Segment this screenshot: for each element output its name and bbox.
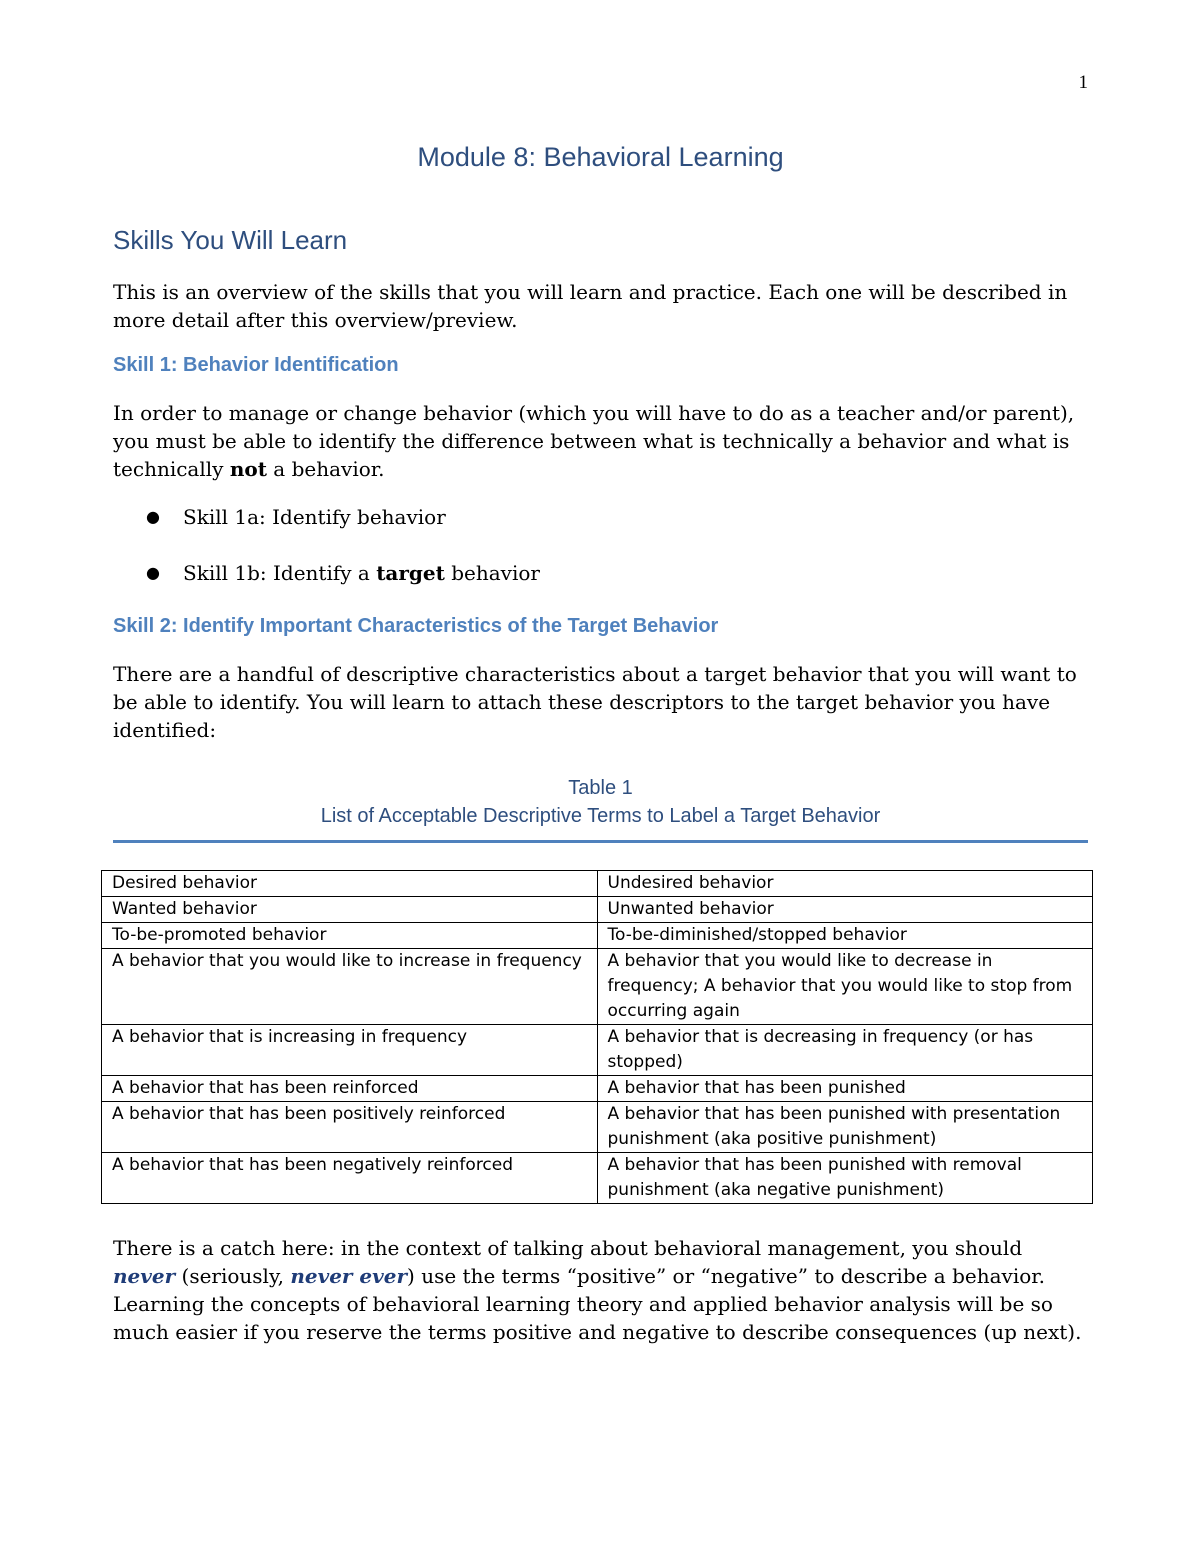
bullet-icon: ● — [146, 563, 160, 582]
skill2-heading: Skill 2: Identify Important Characteristics of the Target Behavior — [113, 615, 719, 637]
table-number: Table 1 — [568, 777, 633, 799]
table-cell: To-be-promoted behavior — [102, 923, 598, 949]
skill1-text-after: a behavior. — [266, 457, 385, 481]
table-cell: A behavior that has been positively reinforced — [102, 1102, 598, 1153]
skill1-text-bold: not — [229, 457, 267, 481]
document-title: Module 8: Behavioral Learning — [417, 142, 784, 172]
emphasis-never-ever: never ever — [290, 1264, 408, 1288]
skill2-paragraph: There are a handful of descriptive characteristics about a target behavior that you will want to be able to identify. You will learn to attach these descriptors to the target behavior you have identified: — [113, 662, 1077, 742]
table-row — [102, 871, 1093, 897]
emphasis-never: never — [113, 1264, 176, 1288]
list-item — [113, 559, 1088, 587]
table-cell: A behavior that is increasing in frequency — [102, 1025, 598, 1076]
skill1-heading: Skill 1: Behavior Identification — [113, 354, 399, 376]
table-caption — [113, 774, 1088, 830]
table-cell: A behavior that is decreasing in frequency (or has stopped) — [597, 1025, 1093, 1076]
descriptive-terms-table — [101, 870, 1093, 1204]
table-cell: A behavior that you would like to decrease in frequency; A behavior that you would like to stop from occurring again — [597, 949, 1093, 1025]
caption-divider — [113, 840, 1088, 843]
skill1b-label-after: behavior — [444, 561, 540, 585]
intro-paragraph: This is an overview of the skills that you will learn and practice. Each one will be described in more detail after this overview/preview. — [113, 280, 1068, 332]
table-row — [102, 949, 1093, 1025]
table-cell: A behavior that has been punished — [597, 1076, 1093, 1102]
table-cell: A behavior that has been reinforced — [102, 1076, 598, 1102]
bullet-icon: ● — [146, 507, 160, 526]
table-cell: A behavior that has been punished with removal punishment (aka negative punishment) — [597, 1153, 1093, 1204]
list-item — [113, 503, 1088, 531]
section-heading: Skills You Will Learn — [113, 225, 348, 255]
table-title: List of Acceptable Descriptive Terms to Label a Target Behavior — [320, 805, 881, 827]
table-cell: Wanted behavior — [102, 897, 598, 923]
skill1b-label-before: Skill 1b: Identify a — [183, 561, 377, 585]
table-cell: Undesired behavior — [597, 871, 1093, 897]
page-number: 1 — [1078, 72, 1088, 93]
table-row — [102, 1153, 1093, 1204]
table-cell: Desired behavior — [102, 871, 598, 897]
closing-part2: (seriously, — [175, 1264, 291, 1288]
table-row — [102, 1025, 1093, 1076]
closing-paragraph — [113, 1234, 1088, 1346]
table-row — [102, 897, 1093, 923]
table-row — [102, 923, 1093, 949]
skill1-text-before: In order to manage or change behavior (which you will have to do as a teacher and/or parent), you must be able to identify the difference between what is technically a behavior and what is technically — [113, 401, 1075, 481]
closing-part3: ) use the terms “positive” or “negative” to describe a behavior. Learning the concepts of behavioral learning theory and applied behavior analysis will be so much easier if you reserve the terms positive and negative to describe consequences (up next). — [113, 1264, 1082, 1344]
skill1a-label: Skill 1a: Identify behavior — [183, 505, 446, 529]
table-cell: To-be-diminished/stopped behavior — [597, 923, 1093, 949]
table-cell: A behavior that has been punished with presentation punishment (aka positive punishment) — [597, 1102, 1093, 1153]
document-body — [113, 142, 1088, 1366]
skill1-list — [113, 503, 1088, 587]
skill1-paragraph — [113, 399, 1088, 483]
table-cell: Unwanted behavior — [597, 897, 1093, 923]
table-row — [102, 1102, 1093, 1153]
table-cell: A behavior that has been negatively reinforced — [102, 1153, 598, 1204]
closing-part1: There is a catch here: in the context of talking about behavioral management, you should — [113, 1236, 1023, 1260]
skill1b-label-bold: target — [376, 561, 445, 585]
table-row — [102, 1076, 1093, 1102]
table-cell: A behavior that you would like to increase in frequency — [102, 949, 598, 1025]
